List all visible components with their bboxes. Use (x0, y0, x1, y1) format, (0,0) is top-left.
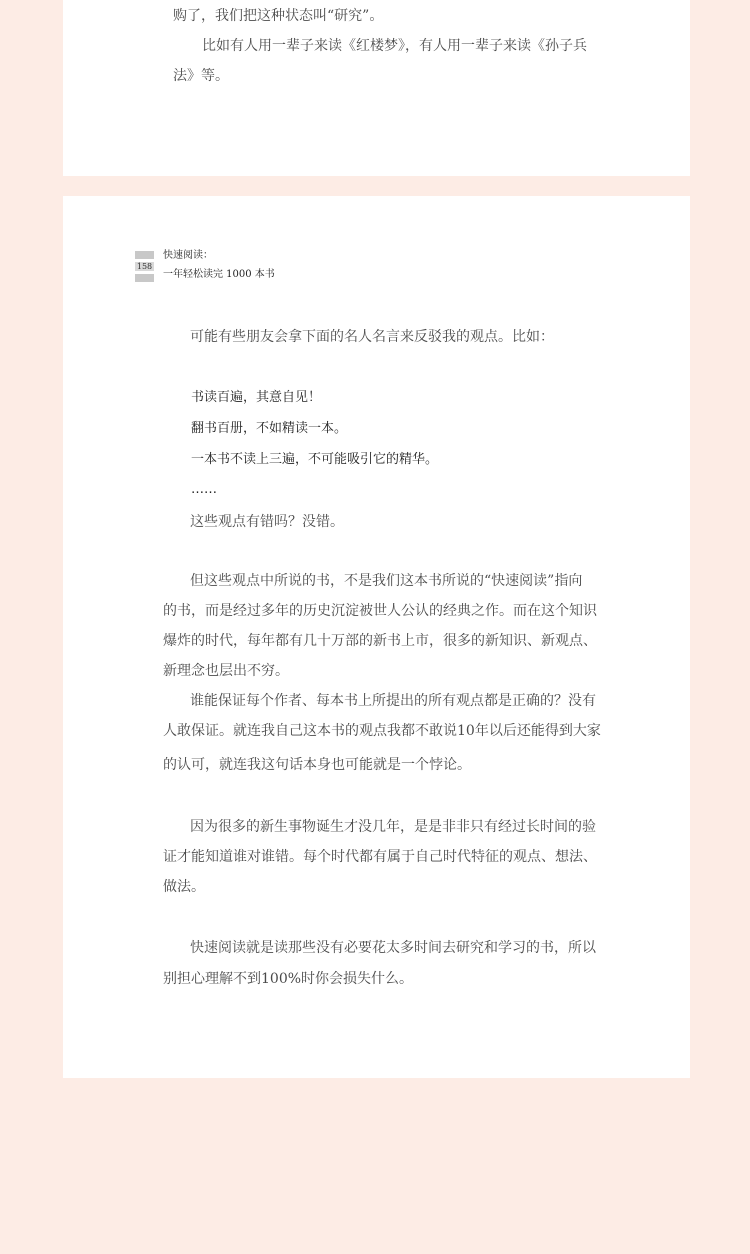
page-number-bar-bottom (135, 274, 154, 282)
text-line: 的书，而是经过多年的历史沉淀被世人公认的经典之作。而在这个知识 (163, 603, 597, 619)
text-line: 别担心理解不到100%时你会损失什么。 (163, 971, 414, 987)
page-main (63, 196, 690, 1078)
running-head (135, 248, 335, 284)
quote-line: 翻书百册，不如精读一本。 (191, 421, 348, 436)
text-line: 新理念也层出不穷。 (163, 663, 289, 679)
text-line: 这些观点有错吗？没错。 (190, 514, 344, 530)
text-line: 法》等。 (173, 68, 229, 84)
text-line: 爆炸的时代，每年都有几十万部的新书上市，很多的新知识、新观点、 (163, 633, 597, 649)
quote-line: 一本书不读上三遍，不可能吸引它的精华。 (191, 452, 439, 467)
text-line: 快速阅读就是读那些没有必要花太多时间去研究和学习的书，所以 (190, 940, 596, 956)
text-line: 做法。 (163, 879, 205, 895)
text-line: 谁能保证每个作者、每本书上所提出的所有观点都是正确的？没有 (190, 693, 596, 709)
running-head-title-line1: 快速阅读： (163, 250, 213, 261)
page-number-bar-top (135, 251, 154, 259)
text-line: 但这些观点中所说的书，不是我们这本书所说的“快速阅读”指向 (190, 573, 583, 589)
quote-line: 书读百遍，其意自见！ (191, 390, 322, 405)
page-top (63, 0, 690, 176)
text-line: 因为很多的新生事物诞生才没几年，是是非非只有经过长时间的验 (190, 819, 596, 835)
text-line: 证才能知道谁对谁错。每个时代都有属于自己时代特征的观点、想法、 (163, 849, 597, 865)
page-number: 158 (136, 262, 153, 271)
text-line: 比如有人用一辈子来读《红楼梦》，有人用一辈子来读《孙子兵 (202, 38, 587, 54)
running-head-title-line2: 一年轻松读完 1000 本书 (163, 269, 275, 280)
quote-line: …… (191, 482, 217, 497)
text-line: 购了，我们把这种状态叫“研究”。 (173, 8, 384, 24)
text-line: 的认可，就连我这句话本身也可能就是一个悖论。 (163, 757, 471, 773)
text-line: 人敢保证。就连我自己这本书的观点我都不敢说10年以后还能得到大家 (163, 723, 601, 739)
intro-line: 可能有些朋友会拿下面的名人名言来反驳我的观点。比如： (190, 329, 554, 345)
